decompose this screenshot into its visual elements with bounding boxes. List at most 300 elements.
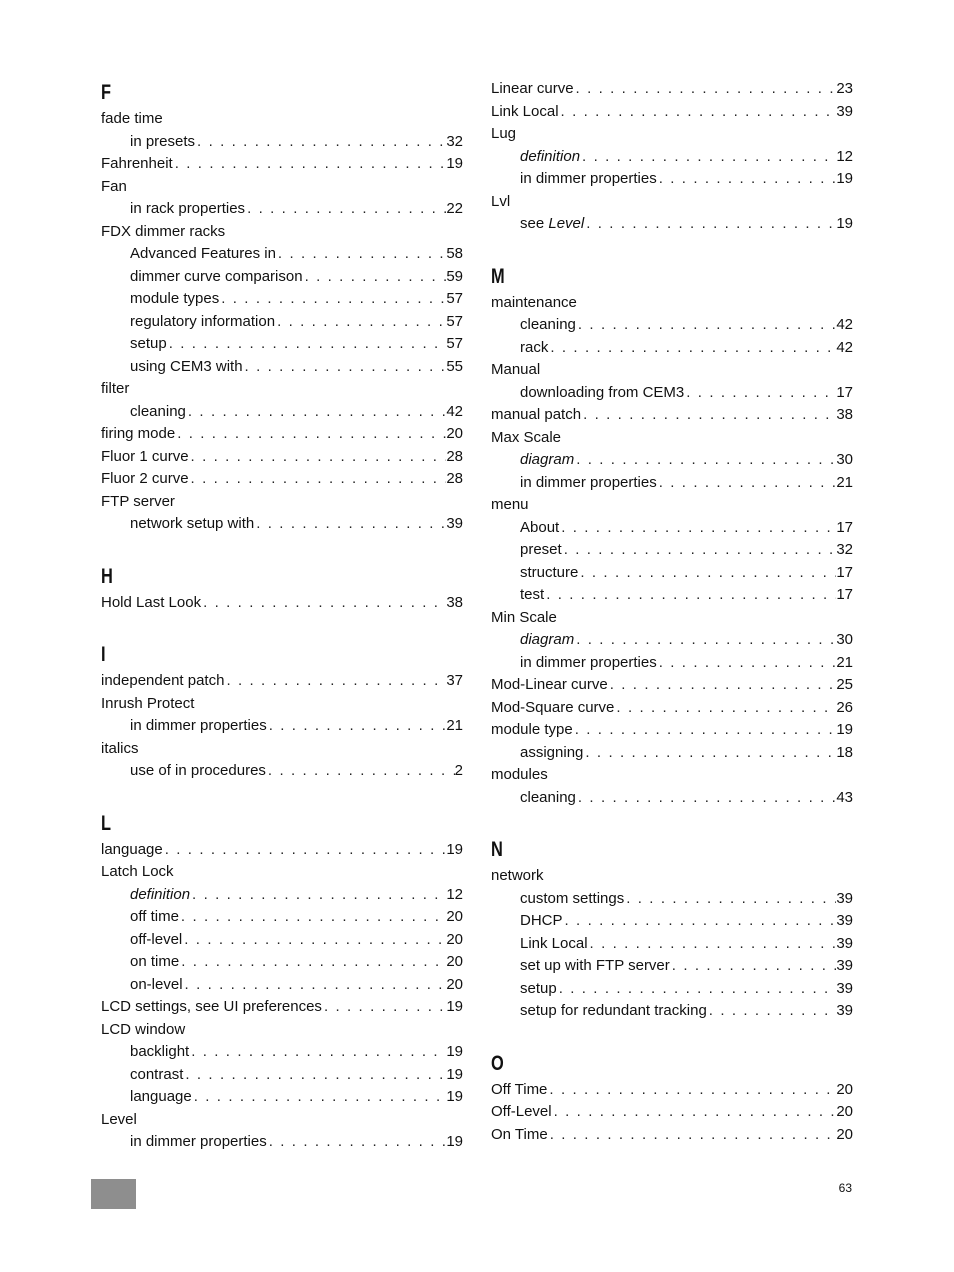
entry-term: Lug	[491, 125, 517, 142]
dot-leader	[275, 311, 446, 334]
index-subentry	[101, 356, 463, 379]
entry-page-ref: 38	[836, 406, 853, 423]
entry-term: setup for redundant tracking	[520, 1002, 707, 1019]
entry-term: FDX dimmer racks	[101, 222, 226, 240]
entry-page-ref: 19	[446, 840, 463, 858]
dot-leader	[173, 153, 447, 176]
footer-tab-block	[91, 1179, 136, 1209]
dot-leader	[183, 974, 447, 997]
dot-leader	[267, 1131, 447, 1154]
index-subentry	[101, 311, 463, 334]
dot-leader	[254, 513, 446, 536]
dot-leader	[624, 888, 836, 911]
entry-term-italic: Level	[548, 215, 585, 232]
dot-leader	[547, 1079, 836, 1102]
index-subentry	[491, 382, 853, 405]
entry-page-ref: 26	[836, 698, 853, 716]
index-entry	[491, 1101, 853, 1124]
index-subentry	[491, 146, 853, 169]
dot-leader	[614, 697, 836, 720]
index-entry	[101, 176, 463, 199]
entry-term: on time	[130, 953, 180, 970]
index-subentry	[491, 314, 853, 337]
entry-page-ref: 20	[836, 1080, 853, 1098]
index-subentry	[491, 629, 853, 652]
index-subentry	[101, 1086, 463, 1109]
dot-leader	[670, 955, 837, 978]
entry-term: Min Scale	[491, 608, 557, 626]
index-entry	[101, 839, 463, 862]
entry-term-italic: diagram	[520, 451, 575, 468]
entry-page-ref: 25	[836, 676, 853, 693]
entry-term: assigning	[520, 743, 584, 761]
index-entry	[491, 697, 853, 720]
entry-term: Fluor 1 curve	[101, 447, 189, 465]
entry-page-ref: 19	[836, 170, 853, 187]
index-subentry	[101, 401, 463, 424]
dot-leader	[201, 592, 446, 615]
section-letter-l: L	[101, 811, 112, 835]
index-subentry	[491, 955, 853, 978]
entry-term: off time	[130, 908, 179, 925]
index-entry	[491, 78, 853, 101]
entry-page-ref: 58	[446, 245, 463, 262]
entry-page-ref: 19	[446, 1043, 463, 1060]
dot-leader	[573, 719, 837, 742]
index-entry	[101, 108, 463, 131]
entry-page-ref: 32	[446, 132, 463, 150]
dot-leader	[189, 468, 447, 491]
dot-leader	[584, 213, 836, 236]
entry-page-ref: 39	[836, 912, 853, 929]
entry-page-ref: 19	[836, 215, 853, 232]
section-letter-h: H	[101, 564, 113, 588]
index-subentry	[101, 198, 463, 221]
entry-term: Inrush Protect	[101, 694, 195, 712]
index-entry	[491, 404, 853, 427]
index-subentry	[101, 243, 463, 266]
index-subentry	[101, 288, 463, 311]
index-entry	[101, 670, 463, 693]
entry-term: Lvl	[491, 192, 511, 210]
index-subentry	[491, 449, 853, 472]
section-letter-o: O	[491, 1051, 504, 1075]
index-entry	[491, 865, 853, 888]
entry-term: Fan	[101, 177, 127, 195]
index-entry	[101, 153, 463, 176]
entry-term: network setup with	[130, 515, 255, 532]
entry-term	[520, 449, 574, 472]
dot-leader	[580, 146, 836, 169]
entry-term: in dimmer properties	[520, 170, 657, 187]
index-entry	[101, 378, 463, 401]
entry-term: maintenance	[491, 293, 577, 311]
index-entry	[101, 423, 463, 446]
index-entry	[491, 764, 853, 787]
index-subentry	[491, 517, 853, 540]
dot-leader	[276, 243, 446, 266]
entry-term: On Time	[491, 1125, 548, 1143]
dot-leader	[707, 1000, 837, 1023]
entry-page-ref: 43	[836, 788, 853, 806]
dot-leader	[189, 446, 447, 469]
entry-page-ref: 20	[836, 1103, 853, 1120]
entry-page-ref: 19	[446, 1088, 463, 1105]
index-entry	[491, 1124, 853, 1147]
index-entry	[101, 738, 463, 761]
entry-page-ref: 19	[836, 721, 853, 738]
index-column-left	[101, 78, 463, 1154]
dot-leader	[219, 288, 446, 311]
index-subentry	[101, 974, 463, 997]
entry-page-ref: 42	[446, 402, 463, 420]
entry-term: in dimmer properties	[130, 717, 267, 734]
dot-leader	[576, 787, 836, 810]
dot-leader	[563, 910, 837, 933]
dot-leader	[266, 760, 455, 783]
entry-term: Max Scale	[491, 428, 562, 446]
index-subentry	[491, 562, 853, 585]
entry-page-ref: 17	[836, 383, 853, 401]
entry-term-italic: definition	[520, 147, 581, 165]
entry-page-ref: 37	[446, 672, 463, 689]
section-spacer	[491, 236, 853, 262]
dot-leader	[574, 629, 836, 652]
entry-term: network	[491, 867, 544, 884]
dot-leader	[163, 839, 447, 862]
index-entry	[491, 191, 853, 214]
index-subentry	[491, 539, 853, 562]
index-subentry	[491, 168, 853, 191]
section-spacer	[491, 1023, 853, 1049]
entry-page-ref: 20	[836, 1125, 853, 1143]
index-subentry	[101, 715, 463, 738]
index-subentry	[101, 760, 463, 783]
dot-leader	[186, 401, 446, 424]
dot-leader	[574, 78, 837, 101]
index-subentry	[491, 1000, 853, 1023]
dot-leader	[548, 337, 836, 360]
entry-page-ref: 20	[446, 908, 463, 925]
entry-term: structure	[520, 563, 579, 581]
entry-term: modules	[491, 766, 548, 783]
dot-leader	[190, 884, 446, 907]
index-subentry	[491, 584, 853, 607]
entry-page-ref: 19	[446, 1065, 463, 1083]
dot-leader	[267, 715, 447, 738]
entry-term: menu	[491, 496, 529, 513]
dot-leader	[182, 929, 446, 952]
entry-term: Off-Level	[491, 1103, 552, 1120]
entry-term: set up with FTP server	[520, 957, 670, 974]
entry-page-ref: 20	[446, 425, 463, 442]
section-letter-i: I	[101, 643, 106, 666]
entry-term: cleaning	[520, 316, 576, 333]
index-subentry	[101, 513, 463, 536]
entry-page-ref: 20	[446, 953, 463, 970]
entry-term: module type	[491, 721, 573, 738]
dot-leader	[576, 314, 836, 337]
entry-term: LCD window	[101, 1020, 186, 1038]
entry-term	[520, 213, 584, 236]
entry-term: custom settings	[520, 889, 625, 907]
entry-page-ref: 21	[446, 717, 463, 734]
index-entry	[491, 494, 853, 517]
entry-page-ref: 28	[446, 470, 463, 487]
index-entry	[101, 1109, 463, 1132]
entry-term: module types	[130, 290, 220, 307]
entry-page-ref: 19	[446, 155, 463, 172]
entry-term: Level	[101, 1110, 137, 1128]
entry-page-ref: 20	[446, 975, 463, 993]
section-letter-n: N	[491, 838, 503, 861]
dot-leader	[167, 333, 447, 356]
entry-term: Fahrenheit	[101, 155, 173, 172]
index-entry	[101, 468, 463, 491]
entry-term-prefix: see	[520, 215, 545, 232]
entry-term: fade time	[101, 110, 163, 127]
dot-leader	[548, 1124, 837, 1147]
entry-page-ref: 19	[446, 998, 463, 1015]
entry-page-ref: 42	[836, 338, 853, 356]
entry-page-ref: 12	[446, 885, 463, 903]
dot-leader	[224, 670, 446, 693]
index-subentry	[491, 742, 853, 765]
section-letter-m: M	[491, 264, 505, 288]
entry-term: on-level	[130, 975, 183, 993]
dot-leader	[552, 1101, 837, 1124]
index-subentry	[491, 978, 853, 1001]
index-subentry	[491, 472, 853, 495]
entry-page-ref: 17	[836, 586, 853, 603]
dot-leader	[588, 933, 837, 956]
entry-term: cleaning	[130, 402, 186, 420]
index-subentry	[101, 131, 463, 154]
entry-term	[520, 629, 574, 652]
entry-page-ref: 57	[446, 335, 463, 352]
dot-leader	[608, 674, 837, 697]
index-entry	[491, 674, 853, 697]
entry-term: DHCP	[520, 912, 563, 929]
entry-term: off-level	[130, 930, 183, 948]
index-entry	[101, 221, 463, 244]
dot-leader	[183, 1064, 446, 1087]
index-entry	[491, 101, 853, 124]
dot-leader	[559, 101, 837, 124]
index-subentry	[101, 1131, 463, 1154]
entry-page-ref: 21	[836, 653, 853, 671]
entry-page-ref: 42	[836, 316, 853, 333]
index-subentry	[101, 266, 463, 289]
entry-page-ref: 38	[446, 593, 463, 611]
entry-page-ref: 39	[446, 515, 463, 532]
entry-term: backlight	[130, 1043, 190, 1060]
entry-term: preset	[520, 541, 562, 558]
entry-term: in dimmer properties	[130, 1133, 267, 1150]
entry-term: firing mode	[101, 425, 176, 442]
entry-page-ref: 17	[836, 563, 853, 581]
index-subentry	[101, 906, 463, 929]
entry-page-ref: 18	[836, 743, 853, 761]
entry-page-ref: 30	[836, 631, 853, 648]
index-entry	[491, 607, 853, 630]
entry-term: cleaning	[520, 788, 576, 806]
entry-term: language	[101, 840, 163, 858]
dot-leader	[243, 356, 447, 379]
index-entry	[101, 491, 463, 514]
entry-page-ref: 28	[446, 447, 463, 465]
index-entry	[101, 592, 463, 615]
entry-term: Manual	[491, 361, 541, 378]
entry-term: dimmer curve comparison	[130, 267, 303, 285]
entry-page-ref: 21	[836, 473, 853, 491]
entry-page-ref: 20	[446, 930, 463, 948]
dot-leader	[581, 404, 836, 427]
entry-term: test	[520, 586, 545, 603]
entry-page-ref: 23	[836, 80, 853, 97]
index-entry	[491, 359, 853, 382]
index-subentry	[491, 213, 853, 236]
index-entry	[101, 996, 463, 1019]
dot-leader	[322, 996, 446, 1019]
index-subentry	[101, 884, 463, 907]
entry-term: Off Time	[491, 1080, 548, 1098]
entry-term: use of in procedures	[130, 762, 266, 779]
dot-leader	[557, 978, 837, 1001]
entry-term: using CEM3 with	[130, 357, 243, 375]
entry-page-ref: 17	[836, 518, 853, 536]
entry-term: setup	[130, 335, 167, 352]
dot-leader	[657, 472, 837, 495]
entry-page-ref: 39	[836, 102, 853, 120]
index-entry	[491, 427, 853, 450]
index-subentry	[491, 933, 853, 956]
entry-term: About	[520, 518, 560, 536]
entry-page-ref: 19	[446, 1133, 463, 1150]
index-subentry	[101, 951, 463, 974]
entry-term: Mod-Linear curve	[491, 676, 608, 693]
index-entry	[491, 1079, 853, 1102]
entry-term: contrast	[130, 1065, 184, 1083]
entry-term: in rack properties	[130, 200, 246, 217]
entry-page-ref: 55	[446, 357, 463, 375]
entry-term: independent patch	[101, 672, 225, 689]
index-subentry	[491, 888, 853, 911]
entry-page-ref: 39	[836, 934, 853, 952]
entry-term: setup	[520, 979, 557, 997]
index-entry	[101, 446, 463, 469]
index-subentry	[491, 787, 853, 810]
entry-term: Hold Last Look	[101, 593, 202, 611]
entry-page-ref: 22	[446, 200, 463, 217]
index-entry	[101, 1019, 463, 1042]
entry-term: Linear curve	[491, 80, 574, 97]
dot-leader	[684, 382, 836, 405]
dot-leader	[179, 906, 446, 929]
page-number: 63	[838, 1181, 852, 1195]
entry-page-ref: 59	[446, 267, 463, 285]
section-letter-f: F	[101, 81, 112, 104]
dot-leader	[562, 539, 837, 562]
index-entry	[101, 693, 463, 716]
entry-page-ref: 2	[454, 762, 463, 779]
entry-term: FTP server	[101, 492, 175, 510]
entry-term-italic: diagram	[520, 631, 575, 648]
dot-leader	[195, 131, 446, 154]
dot-leader	[559, 517, 836, 540]
entry-page-ref: 57	[446, 312, 463, 330]
index-subentry	[101, 1064, 463, 1087]
dot-leader	[574, 449, 836, 472]
entry-term-italic: definition	[130, 885, 191, 903]
dot-leader	[578, 562, 836, 585]
index-entry	[491, 123, 853, 146]
dot-leader	[657, 168, 837, 191]
index-subentry	[101, 929, 463, 952]
dot-leader	[583, 742, 836, 765]
entry-term: Advanced Features in	[130, 245, 276, 262]
entry-page-ref: 12	[836, 147, 853, 165]
entry-term: downloading from CEM3	[520, 383, 685, 401]
dot-leader	[192, 1086, 447, 1109]
entry-term: italics	[101, 739, 139, 757]
section-spacer	[101, 614, 463, 640]
dot-leader	[657, 652, 837, 675]
section-spacer	[101, 536, 463, 562]
entry-term: regulatory information	[130, 312, 276, 330]
entry-term	[130, 884, 190, 907]
dot-leader	[544, 584, 836, 607]
entry-term: in presets	[130, 132, 196, 150]
entry-term: Latch Lock	[101, 863, 174, 880]
index-entry	[491, 292, 853, 315]
entry-term	[520, 146, 580, 169]
index-entry	[101, 861, 463, 884]
dot-leader	[179, 951, 446, 974]
dot-leader	[245, 198, 446, 221]
entry-page-ref: 39	[836, 979, 853, 997]
index-subentry	[491, 337, 853, 360]
entry-term: Link Local	[491, 102, 559, 120]
entry-term: Fluor 2 curve	[101, 470, 189, 487]
entry-page-ref: 39	[836, 957, 853, 974]
index-subentry	[101, 1041, 463, 1064]
entry-term: language	[130, 1088, 192, 1105]
index-entry	[491, 719, 853, 742]
entry-term: LCD settings, see UI preferences	[101, 998, 322, 1015]
entry-term: filter	[101, 380, 130, 397]
entry-page-ref: 57	[446, 290, 463, 307]
dot-leader	[303, 266, 447, 289]
entry-page-ref: 39	[836, 889, 853, 907]
entry-term: manual patch	[491, 406, 582, 423]
index-subentry	[101, 333, 463, 356]
index-subentry	[491, 910, 853, 933]
dot-leader	[189, 1041, 446, 1064]
entry-term: in dimmer properties	[520, 473, 657, 491]
index-column-right	[491, 78, 853, 1146]
entry-page-ref: 30	[836, 451, 853, 468]
section-spacer	[491, 809, 853, 835]
index-subentry	[491, 652, 853, 675]
entry-term: Link Local	[520, 934, 588, 952]
entry-term: rack	[520, 338, 549, 356]
entry-term: Mod-Square curve	[491, 698, 615, 716]
entry-page-ref: 32	[836, 541, 853, 558]
section-spacer	[101, 783, 463, 809]
entry-page-ref: 39	[836, 1002, 853, 1019]
dot-leader	[175, 423, 446, 446]
